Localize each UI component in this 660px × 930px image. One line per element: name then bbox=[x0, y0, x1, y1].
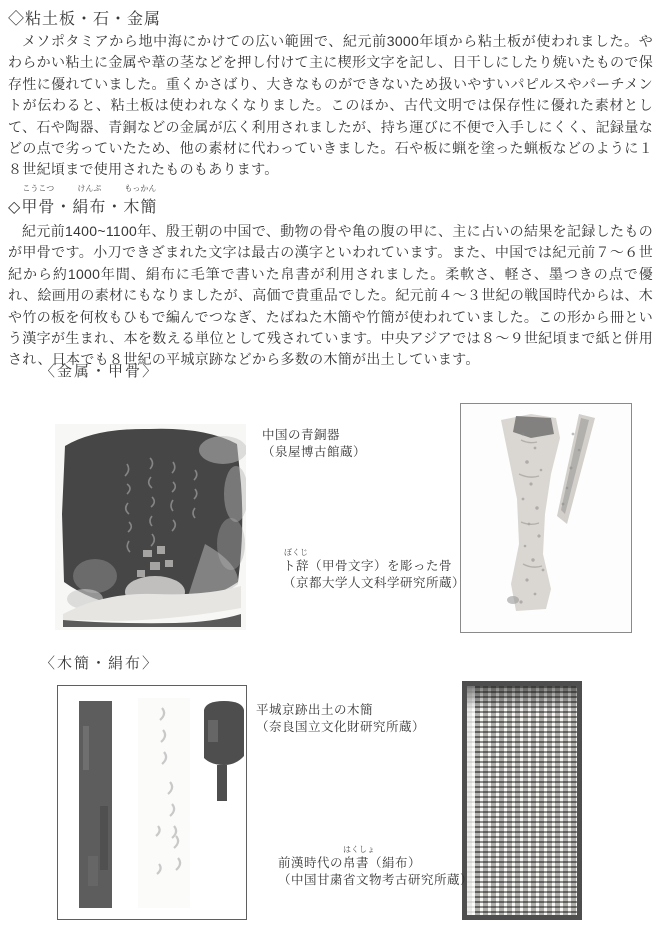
caption-line: （中国甘粛省文物考古研究所蔵） bbox=[278, 873, 474, 887]
subheading-mokkan-silk: 〈木簡・絹布〉 bbox=[40, 655, 160, 672]
furigana-mokkan: もっかん bbox=[124, 184, 157, 193]
furigana-kenpu: けんぷ bbox=[77, 184, 102, 193]
mokkan-photo bbox=[57, 685, 247, 920]
caption-text: 前漢時代の bbox=[278, 856, 344, 870]
subheading-metal-oracle-bone: 〈金属・甲骨〉 bbox=[40, 363, 160, 380]
heading-separator: ・ bbox=[55, 199, 73, 216]
caption-word-hakusho: 帛書 bbox=[343, 856, 370, 870]
caption-line: （奈良国立文化財研究所蔵） bbox=[256, 720, 426, 734]
caption-line: 中国の青銅器 bbox=[262, 428, 341, 442]
oracle-bone-photo bbox=[460, 403, 632, 633]
oracle-bone-illustration bbox=[461, 404, 631, 632]
bronze-vessel-photo bbox=[55, 424, 246, 630]
caption-line: 平城京跡出土の木簡 bbox=[256, 703, 374, 717]
heading-oracle-bone-silk-wood bbox=[8, 184, 157, 217]
paragraph-oracle-bone-silk-wood: 紀元前1400~1100年、殷王朝の中国で、動物の骨や亀の腹の甲に、主に占いの結果を記録したものが甲骨です。小刀できざまれた文字は最古の漢字といわれています。また、中国では紀元前７〜６世紀から約1000年間、絹布に毛筆で書いた帛書が利用されました。柔軟さ、軽さ、墨つきの点で優れ、絵画用の素材にもなりましたが、高価で貴重品でした。紀元前４〜３世紀の戦国時代からは、木や竹の板を何枚もひもで編んでつなぎ、たばねた木簡や竹簡が使われていました。この形から冊という漢字が生まれ、本を数える単位として残されています。中央アジアでは８〜９世紀頃まで紙と併用され、日本でも８世紀の平城京跡などから多数の木簡が出土しています。 bbox=[8, 223, 653, 368]
caption-text: （絹布） bbox=[369, 856, 422, 870]
caption-text: （甲骨文字）を彫った骨 bbox=[309, 559, 453, 573]
furigana-bokuji: ぼくじ bbox=[284, 548, 308, 557]
caption-line: （京都大学人文科学研究所蔵） bbox=[283, 576, 466, 590]
caption-bronze-vessel bbox=[262, 427, 366, 461]
furigana-koukotsu: こうこつ bbox=[22, 184, 55, 193]
furigana-hakusho: はくしょ bbox=[343, 845, 376, 854]
bronze-vessel-illustration bbox=[55, 424, 246, 630]
heading-diamond-mark: ◇ bbox=[8, 199, 22, 216]
caption-line: （泉屋博古館蔵） bbox=[262, 445, 367, 459]
mokkan-illustration bbox=[58, 686, 246, 919]
heading-word-koukotsu: 甲骨 bbox=[21, 199, 56, 216]
caption-word-bokuji: ト辞 bbox=[283, 559, 310, 573]
paragraph-clay-tablet: メソポタミアから地中海にかけての広い範囲で、紀元前3000年頃から粘土板が使われました。やわらかい粘土に金属や葦の茎などを押し付けて主に楔形文字を記し、日干しにしたり焼いたもので保存性に優れていました。重くかさばり、大きなものができないため扱いやすいパピルスやパーチメントが伝わると、粘土板は使われなくなりました。このほか、古代文明では保存性に優れた素材として、石や陶器、青銅などの金属が広く利用されましたが、持ち運びに不便で入手しにくく、記録量などの点で劣っていたため、他の素材に代わっていきました。石や板に蝋を塗った蝋板などのように１８世紀頃まで使用されたものもあります。 bbox=[8, 33, 653, 178]
silk-manuscript-photo bbox=[462, 681, 582, 920]
caption-mokkan bbox=[256, 702, 425, 736]
caption-oracle-bone bbox=[283, 548, 465, 592]
heading-separator: ・ bbox=[106, 199, 124, 216]
heading-word-kenpu: 絹布 bbox=[72, 199, 107, 216]
caption-line bbox=[278, 845, 473, 872]
heading-clay-tablet-stone-metal: ◇粘土板・石・金属 bbox=[8, 11, 162, 28]
heading-word-mokkan: 木簡 bbox=[123, 199, 158, 216]
caption-line bbox=[283, 548, 465, 575]
caption-silk-manuscript bbox=[278, 845, 473, 889]
